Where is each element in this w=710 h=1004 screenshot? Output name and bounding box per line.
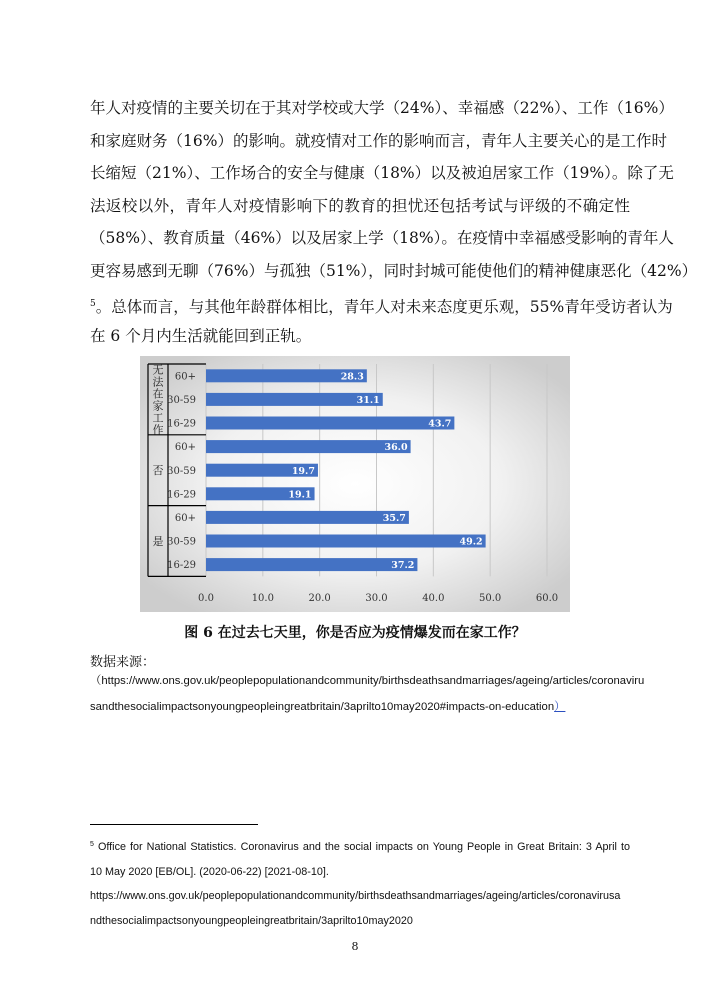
body-paragraph [90,92,698,353]
footnote-marker[interactable]: 5 [90,298,96,309]
paragraph-line-text: 。总体而言，与其他年龄群体相比，青年人对未来态度更乐观，55%青年受访者认为 [95,297,673,316]
x-tick-label: 60.0 [535,593,559,604]
paragraph-line: 更容易感到无聊（76%）与孤独（51%），同时封城可能使他们的精神健康恶化（42%） [90,261,698,280]
source-url-text: https://www.ons.gov.uk/peoplepopulationandcommunity/birthsdeathsandmarriages/ageing/articles/coronaviru [101,675,645,687]
group-label-char: 否 [152,464,164,478]
source-url [90,668,645,720]
figure-caption: 图 6 在过去七天里，你是否应为疫情爆发而在家工作？ [184,625,526,641]
data-label: 19.1 [288,489,312,501]
group-label-char: 无 [152,363,164,377]
x-tick-label: 20.0 [308,593,331,604]
data-label: 49.2 [459,536,483,548]
footnote-line: 10 May 2020 [EB/OL]. (2020-06-22) [2021-08-10]. [90,865,329,878]
y-category-label: 30-59 [167,395,196,406]
data-label: 28.3 [340,371,364,383]
group-label-char: 工 [152,411,164,425]
bar-chart [140,356,570,612]
y-category-label: 30-59 [167,465,196,477]
source-url-text: sandthesocialimpactsonyoungpeopleingreatbritain/3aprilto10may2020#impacts-on-education [90,701,555,713]
group-label [153,535,164,548]
x-tick-label: 30.0 [365,593,388,604]
bar [206,558,417,571]
group-label-char: 作 [152,423,164,437]
footnote-number: 5 [90,841,94,848]
footnote [90,833,630,933]
y-category-label: 60+ [174,513,196,524]
paragraph-line: 在 6 个月内生活就能回到正轨。 [90,327,312,346]
bar [206,535,486,548]
footnote-text: Office for National Statistics. Coronavirus and the social impacts on Young People in Great Britain: 3 April to [97,841,630,853]
y-category-label: 60+ [174,442,196,454]
group-label-char: 法 [152,375,164,389]
group-label [153,464,164,477]
data-label: 37.2 [391,560,415,572]
source-label: 数据来源： [90,655,156,670]
group-label-char: 在 [152,387,164,401]
source-url-line [90,694,630,720]
y-category-label: 60+ [174,371,196,383]
bar [206,440,411,453]
paragraph-line: （58%）、教育质量（46%）以及居家上学（18%）。在疫情中幸福感受影响的青年人 [90,229,674,248]
bar [206,511,409,524]
x-tick-label: 50.0 [479,593,502,604]
bar-chart-svg [140,356,570,612]
x-tick-label: 10.0 [251,593,274,604]
page-number: 8 [351,940,359,953]
group-label-char: 家 [152,399,164,413]
y-category-label: 16-29 [167,560,196,572]
data-label: 19.7 [291,465,315,477]
source-open-paren: （ [90,675,102,687]
paragraph-line: 长缩短（21%）、工作场合的安全与健康（18%）以及被迫居家工作（19%）。除了无 [90,164,674,183]
y-category-label: 16-29 [167,489,196,501]
y-category-label: 16-29 [167,418,196,430]
footnote-line: ndthesocialimpactsonyoungpeopleingreatbritain/3aprilto10may2020 [90,914,413,927]
footnote-line: https://www.ons.gov.uk/peoplepopulationandcommunity/birthsdeathsandmarriages/ageing/articles/coronavirusa [90,890,621,902]
group-label-char: 是 [152,535,164,548]
x-tick-label: 0.0 [198,593,214,604]
source-close-paren[interactable]: ） [554,701,566,713]
y-category-label: 30-59 [167,536,196,548]
data-label: 43.7 [428,418,452,430]
paragraph-line: 年人对疫情的主要关切在于其对学校或大学（24%）、幸福感（22%）、工作（16%） [90,99,674,117]
group-label [153,363,165,436]
paragraph-line: 和家庭财务（16%）的影响。就疫情对工作的影响而言，青年人主要关心的是工作时 [90,131,667,150]
paragraph-line-with-footnote [90,288,673,321]
data-label: 35.7 [382,513,406,524]
x-tick-label: 40.0 [422,593,445,604]
source-url-line [90,668,645,694]
footnote-line [90,833,630,860]
data-label: 36.0 [384,442,408,454]
bar [206,417,454,430]
data-label: 31.1 [356,395,380,406]
footnote-separator [90,824,258,825]
paragraph-line: 法返校以外，青年人对疫情影响下的教育的担忧还包括考试与评级的不确定性 [90,196,630,215]
